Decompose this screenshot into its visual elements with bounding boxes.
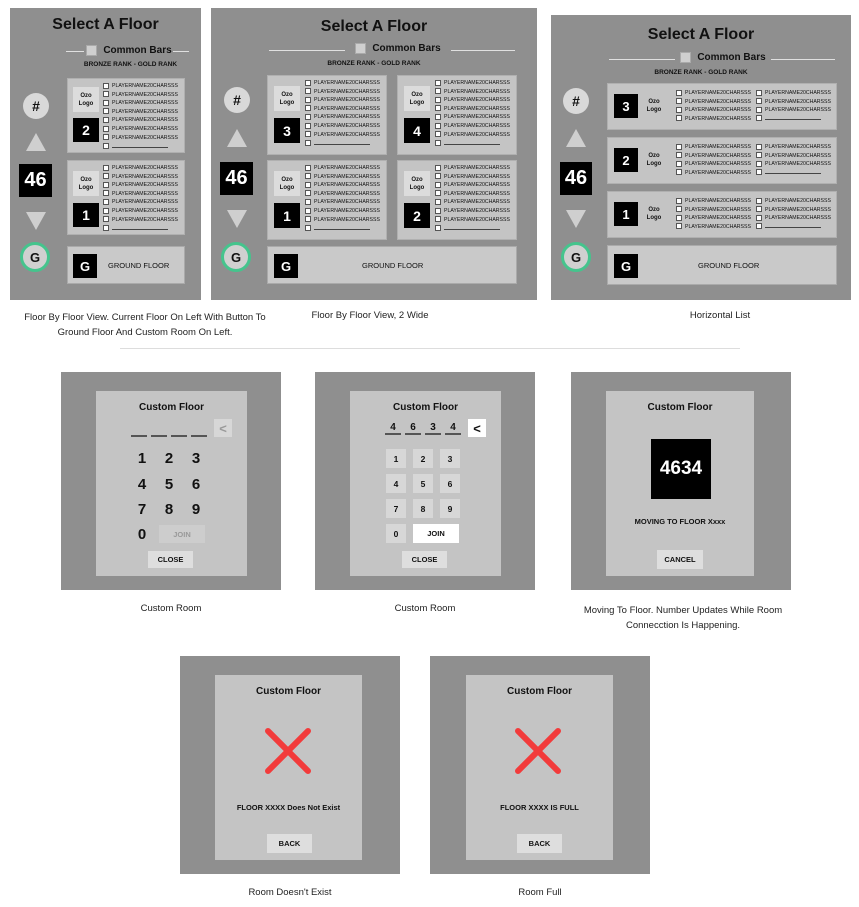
key-3[interactable]: 3	[191, 449, 201, 467]
divider-line	[173, 51, 189, 52]
close-button[interactable]: CLOSE	[402, 551, 447, 568]
player-list: PLAYERNAME20CHARSSS PLAYERNAME20CHARSSS PLAYERNAME20CHARSSS PLAYERNAME20CHARSSS PLAYERNAME20CHARSSS PLAYERNAME20CHARSSS PLAYERNAME20CHARSSS	[305, 164, 380, 233]
join-button[interactable]: JOIN	[159, 525, 205, 543]
category-checkbox[interactable]	[355, 43, 366, 54]
rank-range: BRONZE RANK - GOLD RANK	[654, 69, 748, 76]
back-button[interactable]: BACK	[517, 834, 562, 853]
cancel-button[interactable]: CANCEL	[657, 550, 703, 569]
key-2[interactable]: 2	[164, 449, 174, 467]
player-list: PLAYERNAME20CHARSSS PLAYERNAME20CHARSSS PLAYERNAME20CHARSSS PLAYERNAME20CHARSSS PLAYERNAME20CHARSSS PLAYERNAME20CHARSSS PLAYERNAME20CHARSSS	[103, 164, 178, 233]
ozo-logo: Ozo Logo	[73, 171, 99, 196]
dialog-title: Custom Floor	[647, 402, 713, 413]
caption-two-wide: Floor By Floor View, 2 Wide	[311, 310, 429, 321]
floor-down-arrow-icon[interactable]	[566, 210, 586, 228]
entered-digit: 4	[385, 421, 401, 435]
floor-number: 4	[404, 118, 430, 143]
key-7[interactable]: 7	[137, 500, 147, 518]
floor-up-arrow-icon[interactable]	[227, 129, 247, 147]
caption-horizontal: Horizontal List	[689, 310, 751, 321]
player-list: PLAYERNAME20CHARSSS PLAYERNAME20CHARSSS PLAYERNAME20CHARSSS PLAYERNAME20CHARSSS PLAYERNAME20CHARSSS PLAYERNAME20CHARSSS PLAYERNAME20CHARSSS	[305, 79, 380, 148]
floor-card[interactable]	[67, 78, 185, 153]
error-message: FLOOR XXXX IS FULL	[500, 803, 579, 812]
category-label: Common Bars	[103, 45, 172, 56]
ozo-logo: Ozo Logo	[643, 96, 665, 116]
digit-slot	[171, 435, 187, 437]
dialog-title: Custom Floor	[256, 686, 321, 697]
error-x-icon	[264, 727, 312, 775]
floor-view-panel-2	[211, 8, 537, 300]
ground-floor-row[interactable]	[267, 246, 517, 284]
error-message: FLOOR XXXX Does Not Exist	[236, 803, 341, 812]
divider-line	[66, 51, 84, 52]
caption-not-exist: Room Doesn't Exist	[248, 887, 332, 898]
panel-title: Select A Floor	[320, 18, 428, 35]
floor-card[interactable]	[607, 83, 837, 130]
custom-room-panel-2	[315, 372, 535, 590]
moving-dialog	[606, 391, 754, 576]
key-9[interactable]: 9	[191, 500, 201, 518]
ground-floor-row[interactable]	[67, 246, 185, 284]
close-button[interactable]: CLOSE	[148, 551, 193, 568]
floor-number: 3	[274, 118, 300, 143]
floor-number: 2	[614, 148, 638, 172]
dialog-title: Custom Floor	[507, 686, 572, 697]
category-toggle[interactable]	[84, 45, 174, 56]
floor-number: 2	[404, 203, 430, 228]
key-0[interactable]: 0	[386, 524, 406, 543]
ozo-logo: Ozo Logo	[73, 87, 99, 112]
custom-room-button[interactable]: #	[23, 93, 49, 119]
floor-down-arrow-icon[interactable]	[227, 210, 247, 228]
floor-up-arrow-icon[interactable]	[26, 133, 46, 151]
floor-up-arrow-icon[interactable]	[566, 129, 586, 147]
custom-room-button[interactable]: #	[224, 87, 250, 113]
floor-card[interactable]	[397, 160, 517, 240]
ozo-logo: Ozo Logo	[643, 204, 665, 224]
ozo-logo: Ozo Logo	[404, 86, 430, 111]
panel-title: Select A Floor	[52, 16, 159, 33]
floor-number: 2	[73, 118, 99, 142]
dialog-title: Custom Floor	[139, 402, 204, 413]
divider-line	[771, 59, 835, 60]
player-list: PLAYERNAME20CHARSSS PLAYERNAME20CHARSSS PLAYERNAME20CHARSSS	[756, 143, 831, 177]
key-0[interactable]: 0	[137, 525, 147, 543]
floor-down-arrow-icon[interactable]	[26, 212, 46, 230]
moving-floor-number: 4634	[651, 439, 711, 499]
current-floor-indicator: 46	[560, 162, 592, 195]
floor-view-panel-1	[10, 8, 201, 300]
caption-floor-view: Floor By Floor View. Current Floor On Left With Button To Ground Floor And Custom Room On Left.	[24, 312, 266, 338]
floor-card[interactable]	[607, 137, 837, 184]
key-6[interactable]: 6	[440, 474, 460, 493]
key-8[interactable]: 8	[413, 499, 433, 518]
player-list: PLAYERNAME20CHARSSS PLAYERNAME20CHARSSS PLAYERNAME20CHARSSS	[756, 89, 831, 123]
key-4[interactable]: 4	[386, 474, 406, 493]
backspace-button[interactable]: <	[214, 419, 232, 437]
error-dialog	[215, 675, 362, 860]
current-floor-indicator: 46	[19, 164, 52, 197]
key-5[interactable]: 5	[164, 475, 174, 493]
category-toggle[interactable]	[675, 52, 771, 63]
category-toggle[interactable]	[345, 43, 451, 54]
rank-range: BRONZE RANK - GOLD RANK	[327, 60, 421, 67]
caption-custom-room-2: Custom Room	[394, 603, 456, 614]
key-8[interactable]: 8	[164, 500, 174, 518]
room-full-panel	[430, 656, 650, 874]
entered-digit: 6	[405, 421, 421, 435]
caption-custom-room-1: Custom Room	[140, 603, 202, 614]
key-6[interactable]: 6	[191, 475, 201, 493]
caption-full: Room Full	[518, 887, 562, 898]
floor-card[interactable]	[607, 191, 837, 238]
ground-floor-badge: G	[274, 254, 298, 278]
player-list: PLAYERNAME20CHARSSS PLAYERNAME20CHARSSS PLAYERNAME20CHARSSS PLAYERNAME20CHARSSS	[676, 143, 751, 177]
floor-card[interactable]	[267, 160, 387, 240]
backspace-button[interactable]: <	[468, 419, 486, 437]
ground-floor-button[interactable]: G	[20, 242, 50, 272]
ozo-logo: Ozo Logo	[643, 150, 665, 170]
ground-floor-label: GROUND FLOOR	[108, 261, 170, 270]
key-1[interactable]: 1	[386, 449, 406, 468]
ozo-logo: Ozo Logo	[274, 171, 300, 196]
category-label: Common Bars	[697, 52, 766, 63]
custom-floor-dialog	[350, 391, 501, 576]
key-4[interactable]: 4	[137, 475, 147, 493]
join-button[interactable]: JOIN	[413, 524, 459, 543]
ground-floor-badge: G	[614, 254, 638, 278]
player-list: PLAYERNAME20CHARSSS PLAYERNAME20CHARSSS PLAYERNAME20CHARSSS PLAYERNAME20CHARSSS PLAYERNAME20CHARSSS PLAYERNAME20CHARSSS PLAYERNAME20CHARSSS	[435, 164, 510, 233]
caption-moving: Moving To Floor. Number Updates While Room Connecction Is Happening.	[583, 605, 783, 631]
digit-slot	[131, 435, 147, 437]
custom-floor-dialog	[96, 391, 247, 576]
ozo-logo: Ozo Logo	[404, 171, 430, 196]
moving-panel	[571, 372, 791, 590]
key-3[interactable]: 3	[440, 449, 460, 468]
entered-digit: 3	[425, 421, 441, 435]
key-1[interactable]: 1	[137, 449, 147, 467]
divider-line	[451, 50, 515, 51]
section-divider	[120, 348, 740, 349]
key-2[interactable]: 2	[413, 449, 433, 468]
moving-status: MOVING TO FLOOR Xxxx	[634, 517, 726, 526]
player-list: PLAYERNAME20CHARSSS PLAYERNAME20CHARSSS PLAYERNAME20CHARSSS PLAYERNAME20CHARSSS PLAYERNAME20CHARSSS PLAYERNAME20CHARSSS PLAYERNAME20CHARSSS	[103, 82, 178, 151]
floor-card[interactable]	[397, 75, 517, 155]
custom-room-button[interactable]: #	[563, 88, 589, 114]
digit-slot	[151, 435, 167, 437]
entered-digit: 4	[445, 421, 461, 435]
current-floor-indicator: 46	[220, 162, 253, 195]
category-checkbox[interactable]	[680, 52, 691, 63]
floor-number: 1	[73, 203, 99, 227]
ground-floor-button[interactable]: G	[221, 242, 251, 272]
player-list: PLAYERNAME20CHARSSS PLAYERNAME20CHARSSS PLAYERNAME20CHARSSS	[756, 197, 831, 231]
digit-slot	[191, 435, 207, 437]
player-list: PLAYERNAME20CHARSSS PLAYERNAME20CHARSSS PLAYERNAME20CHARSSS PLAYERNAME20CHARSSS	[676, 197, 751, 231]
floor-number: 1	[274, 203, 300, 228]
panel-title: Select A Floor	[647, 26, 755, 43]
ground-floor-row[interactable]	[607, 245, 837, 285]
ground-floor-label: GROUND FLOOR	[362, 261, 424, 270]
error-x-icon	[514, 727, 562, 775]
back-button[interactable]: BACK	[267, 834, 312, 853]
key-9[interactable]: 9	[440, 499, 460, 518]
ground-floor-label: GROUND FLOOR	[698, 261, 760, 270]
ground-floor-button[interactable]: G	[561, 242, 591, 272]
error-dialog	[466, 675, 613, 860]
key-5[interactable]: 5	[413, 474, 433, 493]
custom-room-panel-1	[61, 372, 281, 590]
floor-view-panel-3	[551, 15, 851, 300]
floor-card[interactable]	[267, 75, 387, 155]
divider-line	[609, 59, 675, 60]
player-list: PLAYERNAME20CHARSSS PLAYERNAME20CHARSSS PLAYERNAME20CHARSSS PLAYERNAME20CHARSSS PLAYERNAME20CHARSSS PLAYERNAME20CHARSSS PLAYERNAME20CHARSSS	[435, 79, 510, 148]
category-checkbox[interactable]	[86, 45, 97, 56]
not-exist-panel	[180, 656, 400, 874]
floor-number: 1	[614, 202, 638, 226]
ozo-logo: Ozo Logo	[274, 86, 300, 111]
ground-floor-badge: G	[73, 254, 97, 278]
floor-card[interactable]	[67, 160, 185, 235]
rank-range: BRONZE RANK - GOLD RANK	[83, 61, 178, 68]
dialog-title: Custom Floor	[393, 402, 458, 413]
floor-number: 3	[614, 94, 638, 118]
divider-line	[269, 50, 345, 51]
player-list: PLAYERNAME20CHARSSS PLAYERNAME20CHARSSS PLAYERNAME20CHARSSS PLAYERNAME20CHARSSS	[676, 89, 751, 123]
key-7[interactable]: 7	[386, 499, 406, 518]
category-label: Common Bars	[372, 43, 441, 54]
